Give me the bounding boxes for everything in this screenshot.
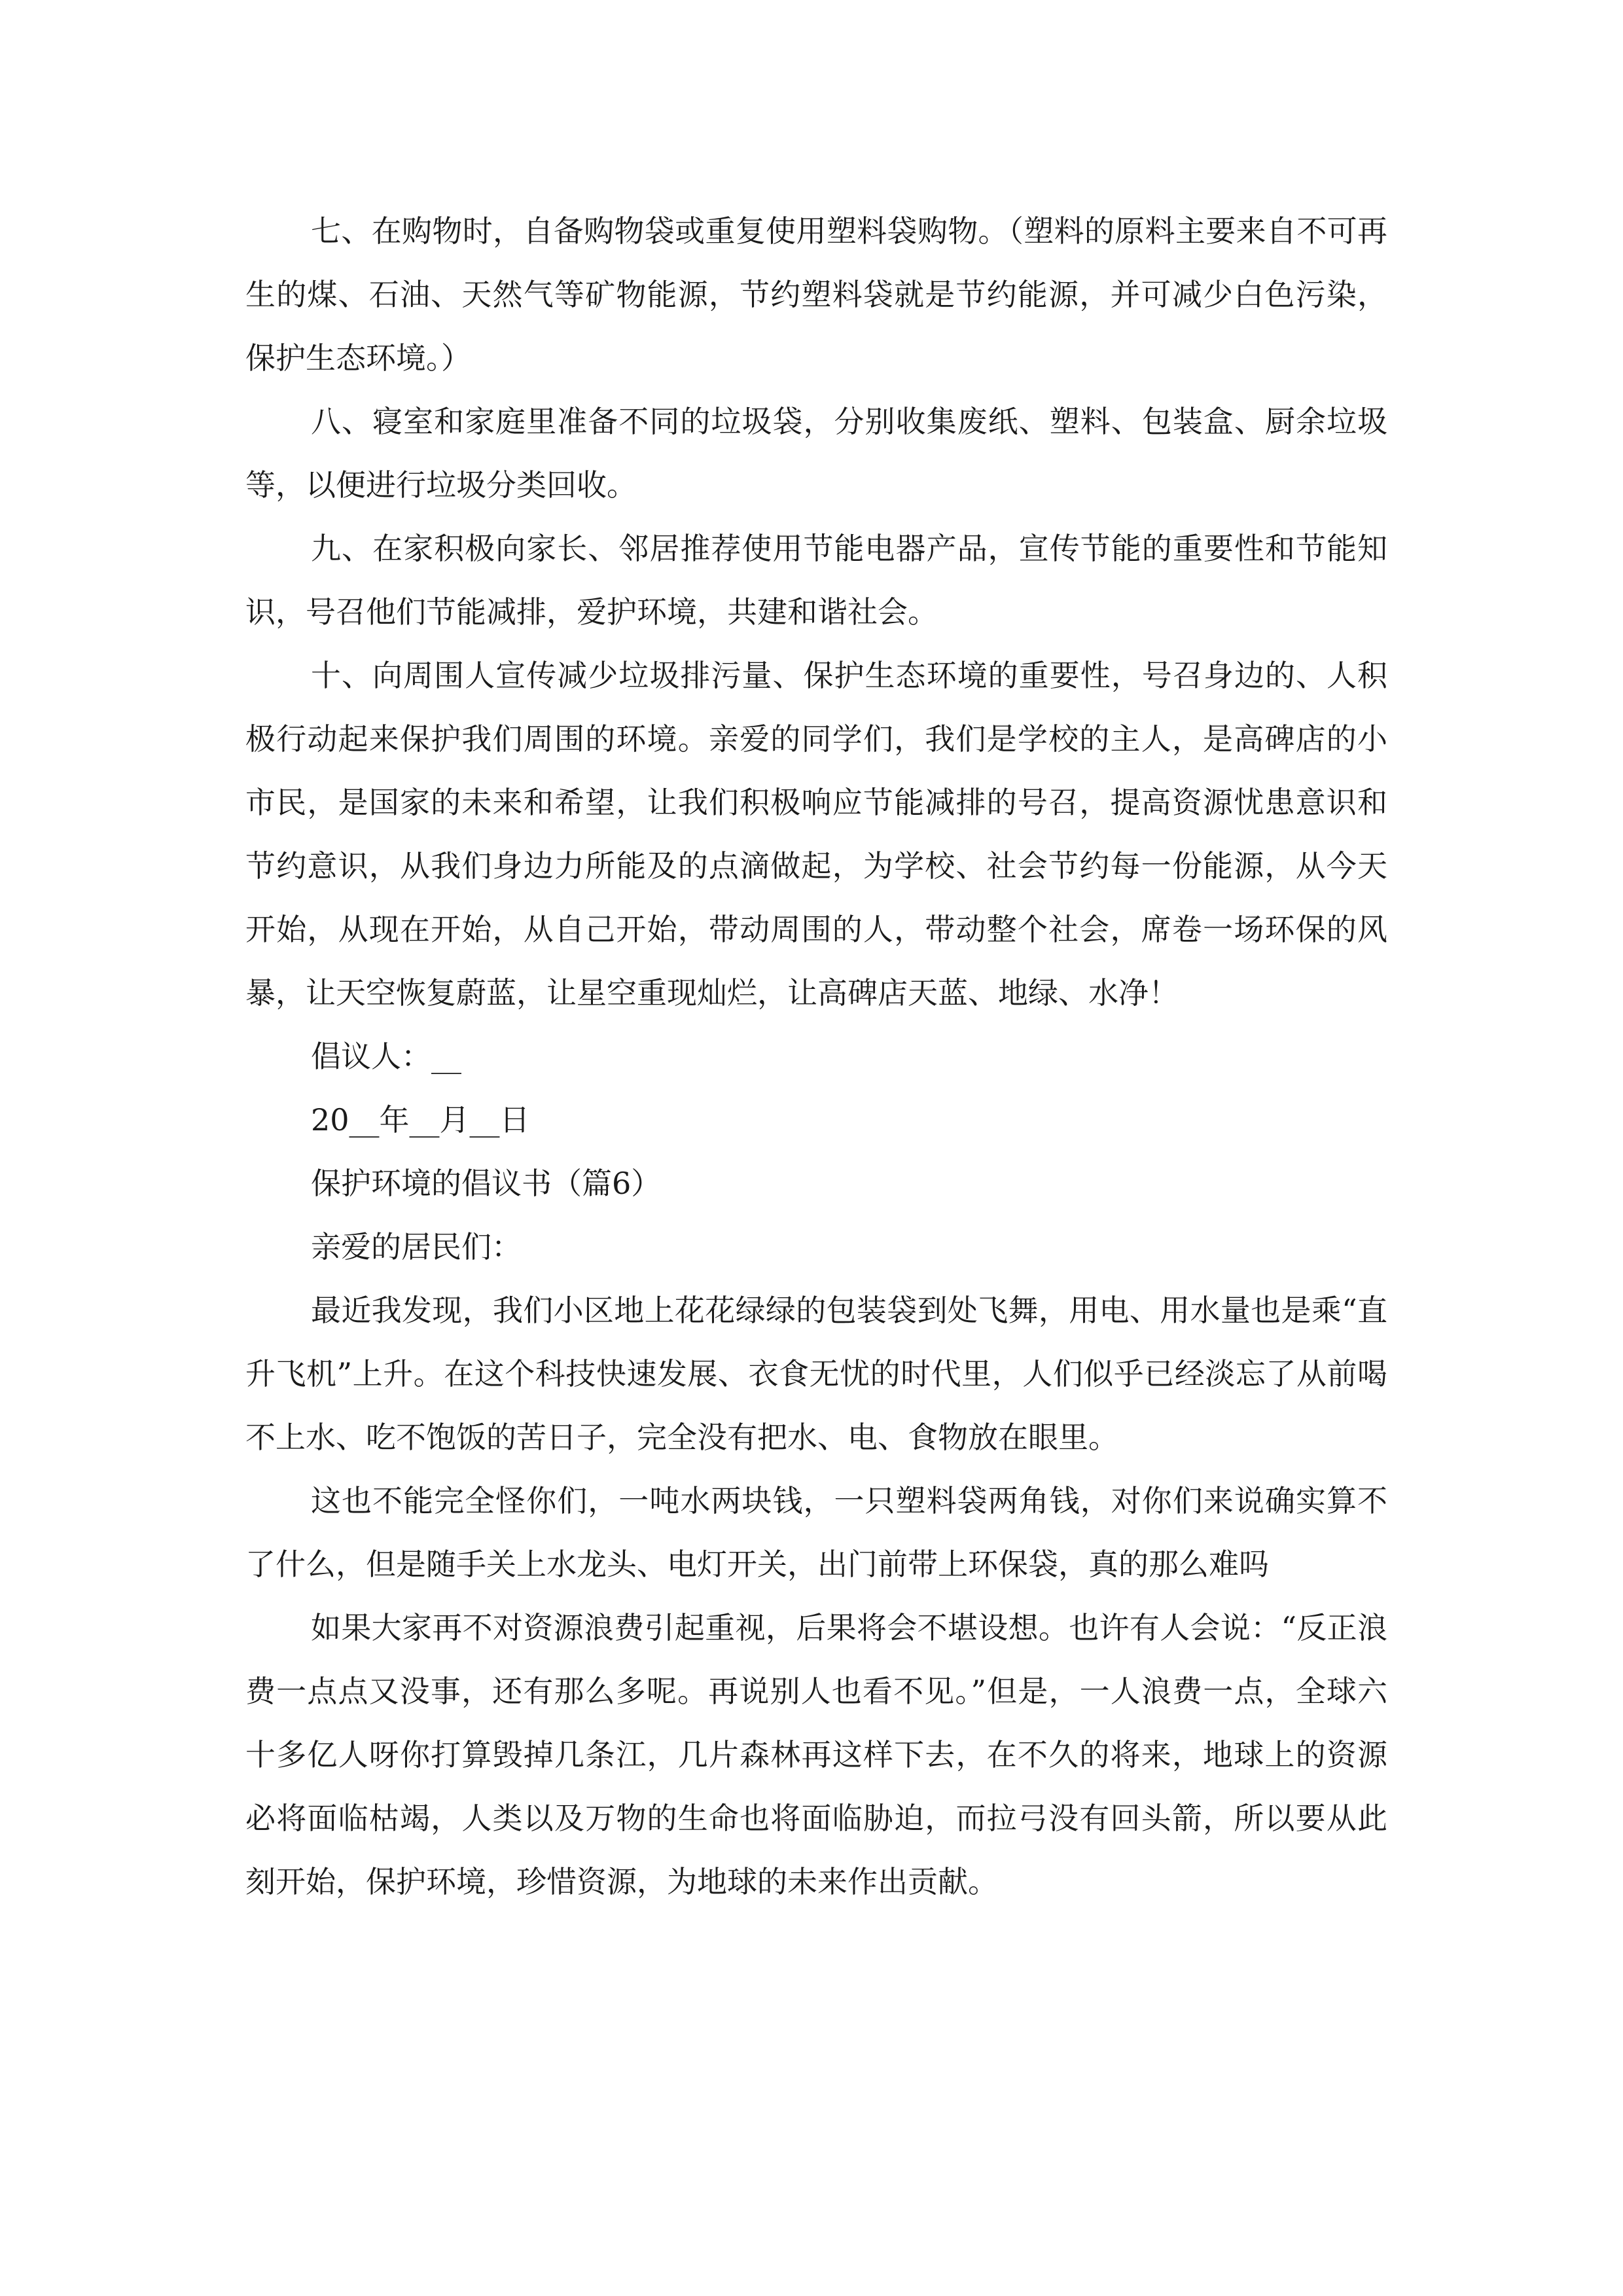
paragraph-item-10: 十、向周围人宣传减少垃圾排污量、保护生态环境的重要性，号召身边的、人积极行动起来保护我们周围的环境。亲爱的同学们，我们是学校的主人，是高碑店的小市民，是国家的未来和希望，让我们积极响应节能减排的号召，提高资源忧患意识和节约意识，从我们身边力所能及的点滴做起，为学校、社会节约每一份能源，从今天开始，从现在开始，从自己开始，带动周围的人，带动整个社会，席卷一场环保的风暴，让天空恢复蔚蓝，让星空重现灿烂，让高碑店天蓝、地绿、水净！ (245, 658, 1387, 1011)
body-paragraph: 最近我发现，我们小区地上花花绿绿的包装袋到处飞舞，用电、用水量也是乘“直升飞机”上升。在这个科技快速发展、衣食无忧的时代里，人们似乎已经淡忘了从前喝不上水、吃不饱饭的苦日子，完全没有把水、电、食物放在眼里。 (245, 1293, 1387, 1455)
paragraph-item-9: 九、在家积极向家长、邻居推荐使用节能电器产品，宣传节能的重要性和节能知识，号召他们节能减排，爱护环境，共建和谐社会。 (245, 531, 1387, 630)
document-body (245, 200, 1387, 1914)
section-title: 保护环境的倡议书（篇6） (311, 1166, 662, 1201)
paragraph-item-8: 八、寝室和家庭里准备不同的垃圾袋，分别收集废纸、塑料、包装盒、厨余垃圾等，以便进行垃圾分类回收。 (245, 404, 1387, 503)
signatory-line: 倡议人：__ (311, 1039, 461, 1074)
salutation: 亲爱的居民们： (311, 1229, 522, 1265)
date-line: 20__年__月__日 (311, 1102, 530, 1138)
body-paragraph: 如果大家再不对资源浪费引起重视，后果将会不堪设想。也许有人会说：“反正浪费一点点又没事，还有那么多呢。再说别人也看不见。”但是，一人浪费一点，全球六十多亿人呀你打算毁掉几条江，几片森林再这样下去，在不久的将来，地球上的资源必将面临枯竭，人类以及万物的生命也将面临胁迫，而拉弓没有回头箭，所以要从此刻开始，保护环境，珍惜资源，为地球的未来作出贡献。 (245, 1610, 1387, 1899)
body-paragraph: 这也不能完全怪你们，一吨水两块钱，一只塑料袋两角钱，对你们来说确实算不了什么，但是随手关上水龙头、电灯开关，出门前带上环保袋，真的那么难吗 (245, 1483, 1387, 1582)
paragraph-item-7: 七、在购物时，自备购物袋或重复使用塑料袋购物。（塑料的原料主要来自不可再生的煤、石油、天然气等矿物能源，节约塑料袋就是节约能源，并可减少白色污染，保护生态环境。） (245, 213, 1387, 376)
